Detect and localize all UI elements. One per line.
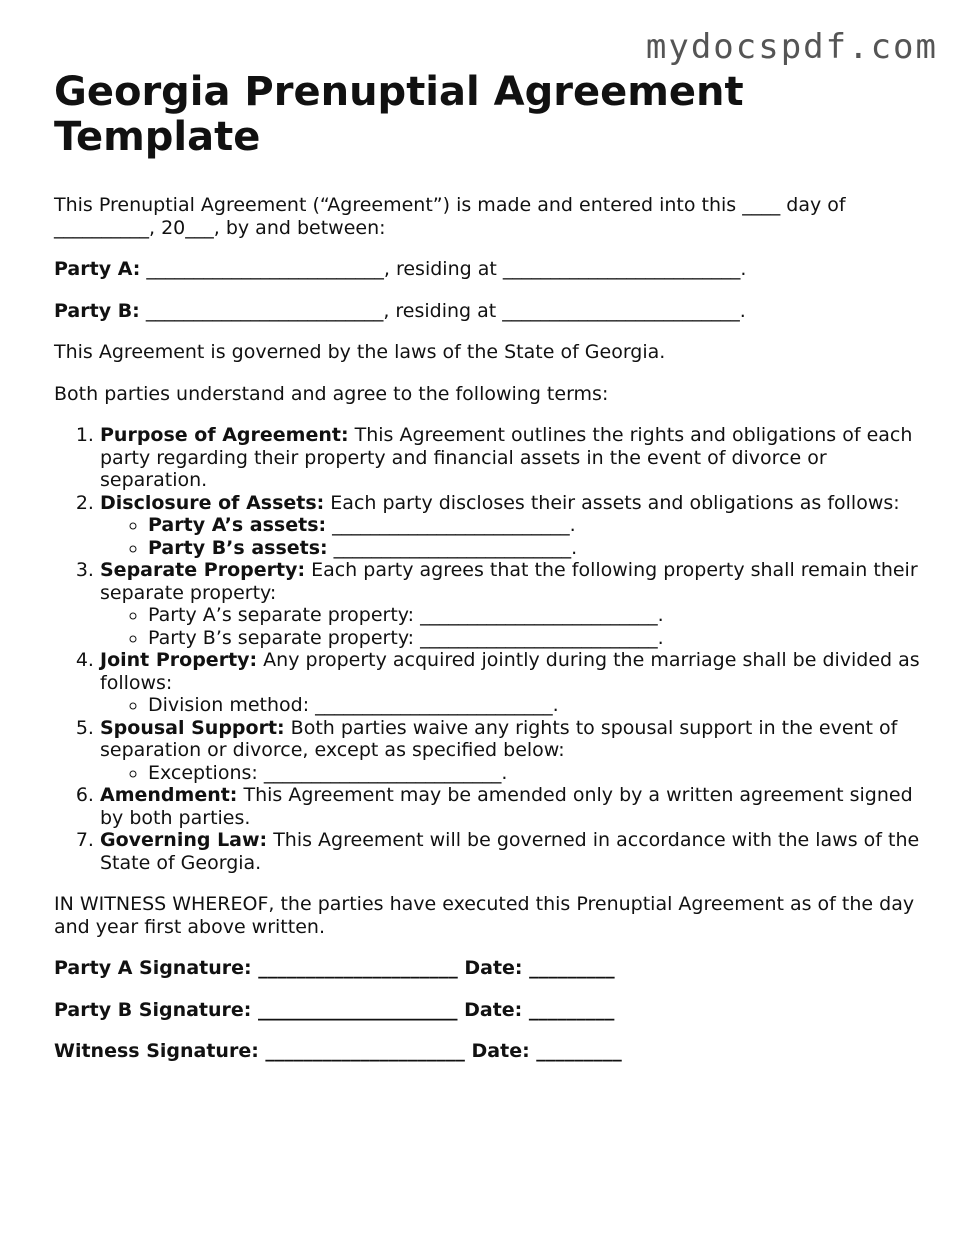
term-item (100, 559, 924, 649)
document-page (54, 70, 924, 1082)
sub-item (148, 514, 924, 537)
signature-line-party-a: Party A Signature: _____________________ Date: _________ (54, 957, 615, 979)
sub-item: ◦ Party A’s separate property: _________________________. (148, 604, 924, 627)
term-item (100, 717, 924, 785)
term-text: This Agreement outlines the rights and obligations of each party regarding their property and financial assets in the event of divorce or separation. (100, 424, 913, 491)
sub-list (100, 514, 924, 559)
party-a-line (54, 258, 924, 281)
sub-list (100, 604, 924, 649)
terms-intro: Both parties understand and agree to the following terms: (54, 382, 609, 405)
term-text: Each party discloses their assets and obligations as follows: (324, 491, 900, 514)
sub-item-text: _________________________. (326, 514, 576, 536)
sub-item: ◦ Exceptions: _________________________. (148, 762, 924, 785)
sub-item-text: _________________________. (327, 536, 578, 559)
party-a-fields: _________________________, residing at _________________________. (140, 258, 747, 280)
term-item (100, 492, 924, 560)
terms-list (54, 424, 924, 874)
intro-paragraph: This Prenuptial Agreement (“Agreement”) is made and entered into this ____ day of __________, 20___, by and between: (54, 194, 846, 239)
watermark: mydocspdf.com (645, 27, 938, 67)
term-heading: Amendment: (100, 784, 238, 806)
governed-paragraph: This Agreement is governed by the laws of the State of Georgia. (54, 341, 666, 363)
party-b-label: Party B: (54, 299, 140, 322)
term-text: Both parties waive any rights to spousal support in the event of separation or divorce, except as specified below: (100, 716, 898, 761)
term-heading: Disclosure of Assets: (100, 491, 325, 514)
term-text: This Agreement will be governed in accordance with the laws of the State of Georgia. (100, 829, 920, 874)
party-b-line (54, 300, 924, 323)
sub-item-label: Party A’s assets: (148, 514, 327, 536)
term-item (100, 649, 924, 717)
sub-item: ◦ Party B’s separate property: _________________________. (148, 627, 924, 650)
term-text: Each party agrees that the following property shall remain their separate property: (100, 559, 918, 604)
term-text: This Agreement may be amended only by a written agreement signed by both parties. (100, 784, 913, 829)
term-heading: Governing Law: (100, 829, 268, 851)
term-item (100, 424, 924, 492)
signature-line-party-b: Party B Signature: _____________________ Date: _________ (54, 998, 615, 1021)
term-item (100, 829, 924, 874)
sub-list (100, 694, 924, 717)
sub-item: ◦ Division method: _________________________. (148, 694, 924, 717)
term-item (100, 784, 924, 829)
signature-line-witness: Witness Signature: _____________________ Date: _________ (54, 1040, 622, 1062)
term-text: Any property acquired jointly during the marriage shall be divided as follows: (100, 649, 920, 694)
document-title: Georgia Prenuptial Agreement Template (54, 69, 744, 160)
term-heading: Separate Property: (100, 559, 306, 581)
witness-clause: IN WITNESS WHEREOF, the parties have executed this Prenuptial Agreement as of the day and year first above written. (54, 893, 915, 938)
party-b-fields: _________________________, residing at _________________________. (139, 299, 746, 322)
sub-item (148, 537, 924, 560)
term-heading: Spousal Support: (100, 716, 285, 739)
term-heading: Purpose of Agreement: (100, 424, 349, 446)
sub-list (100, 762, 924, 785)
term-heading: Joint Property: (100, 649, 258, 671)
sub-item-label: Party B’s assets: (148, 536, 328, 559)
party-a-label: Party A: (54, 258, 141, 280)
